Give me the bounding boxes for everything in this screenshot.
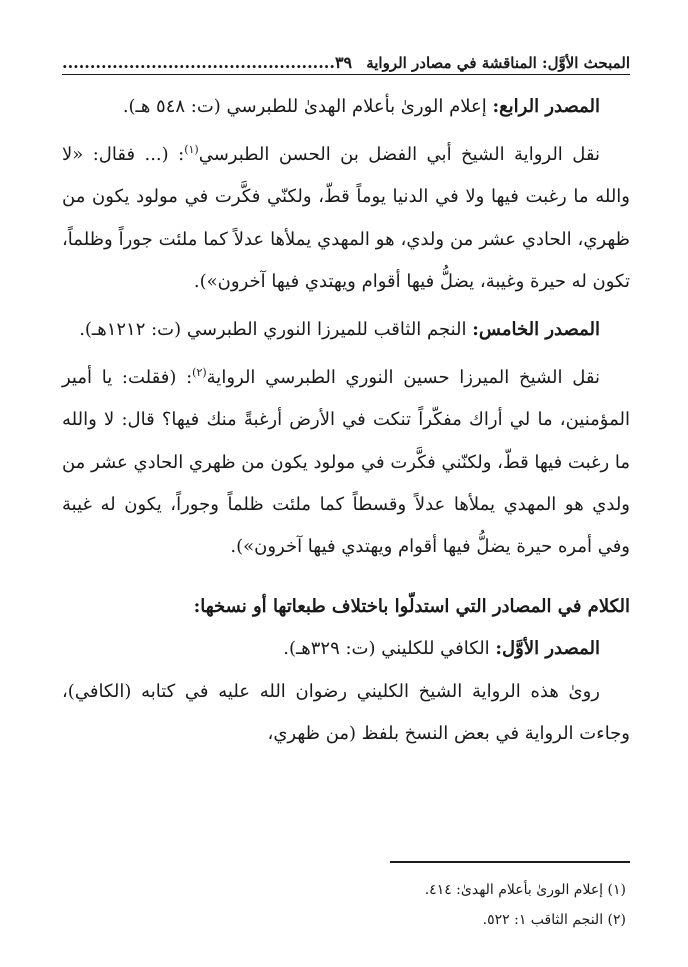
tabarsi-narration-paragraph: [62, 134, 630, 303]
source-four-text: إعلام الورىٰ بأعلام الهدىٰ للطبرسي (ت: ٥٤٨ هـ).: [122, 96, 493, 117]
source-one-paragraph: [62, 628, 630, 670]
page-number-value: ٣٩: [334, 53, 353, 72]
footnotes: [62, 875, 626, 935]
source-five-label: المصدر الخامس:: [472, 319, 600, 341]
source-four-paragraph: [62, 86, 630, 128]
footnote-ref-2: (٢): [192, 366, 207, 380]
footnote-1: (١) إعلام الورىٰ بأعلام الهدىٰ: ٤١٤.: [424, 882, 626, 898]
page-number: ٣٩.................................................: [62, 53, 353, 72]
footnote-divider: [390, 861, 630, 863]
tabarsi-narration-text: : (... فقال: «لا والله ما رغبت فيها ولا في الدنيا يوماً قطّ، ولكنّي فكَّرت في مولود يكون من ظهري، الحادي عشر من ولدي، هو المهدي يملأها عدلاً كما ملئت جوراً وظلماً، تكون له حيرة وغيبة، يضلُّ فيها أقوام ويهتدي فيها آخرون»).: [62, 144, 630, 292]
source-one-text: الكافي للكليني (ت: ٣٢٩هـ).: [283, 638, 496, 660]
chapter-title: المبحث الأوَّل: المناقشة في مصادر الرواية: [366, 54, 630, 72]
source-five-text: النجم الثاقب للميرزا النوري الطبرسي (ت: ١٢١٢هـ).: [79, 319, 473, 341]
nouri-narration-text: : (فقلت: يا أمير المؤمنين، ما لي أراك مفكّراً تنكت في الأرض أرغبةً منك فيها؟ قال: لا والله ما رغبت فيها قطّ، ولكنّني فكَّرت في مولود يكون من ظهري الحادي عشر من ولدي هو المهدي يملأها عدلاً وقسطاً كما ملئت ظلماً وجوراً، يكون له غيبة وفي أمره حيرة يضلُّ فيها أقوام ويهتدي فيها آخرون»).: [61, 367, 630, 558]
source-five-paragraph: [62, 309, 630, 351]
tabarsi-narration-intro: نقل الرواية الشيخ أبي الفضل بن الحسن الطبرسي: [198, 144, 600, 166]
section-heading: الكلام في المصادر التي استدلّوا باختلاف طبعاتها أو نسخها:: [193, 596, 630, 618]
footnote-ref-1: (١): [184, 143, 199, 157]
nouri-narration-intro: نقل الشيخ الميرزا حسين النوري الطبرسي الرواية: [206, 367, 600, 389]
kulayni-narration-paragraph: روىٰ هذه الرواية الشيخ الكليني رضوان الله عليه في كتابه (الكافي)، وجاءت الرواية في بعض النسخ بلفظ (من ظهري،: [62, 680, 630, 744]
footnote-2: (٢) النجم الثاقب ١: ٥٢٢.: [482, 912, 626, 928]
source-one-label: المصدر الأوَّل:: [495, 638, 600, 660]
main-text: [62, 86, 630, 755]
nouri-narration-paragraph: [62, 357, 630, 568]
running-header: [62, 42, 630, 75]
source-four-label: المصدر الرابع:: [492, 96, 600, 117]
